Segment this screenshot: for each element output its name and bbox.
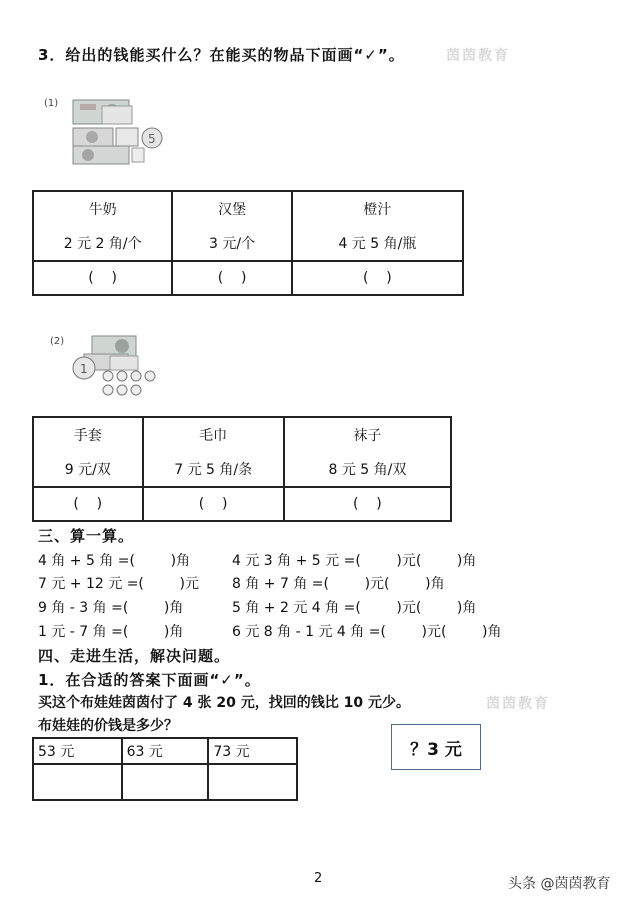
part-1-label: (1) <box>44 98 59 109</box>
option-label: 73 元 <box>208 738 297 764</box>
calc-left[interactable]: 4 角 + 5 角 =( )角 <box>38 553 191 569</box>
option-label: 63 元 <box>122 738 209 764</box>
item-cell <box>172 191 291 261</box>
part-2-label: (2) <box>50 336 65 347</box>
item-price: 7 元 5 角/条 <box>174 462 253 478</box>
question-3-title: 3．给出的钱能买什么？在能买的物品下面画“✓”。 <box>38 46 405 64</box>
item-name: 毛巾 <box>199 428 228 444</box>
money-image-1 <box>72 98 164 166</box>
options-table <box>32 737 298 801</box>
item-cell <box>33 417 143 487</box>
calc-right[interactable]: 5 角 + 2 元 4 角 =( )元( )角 <box>232 600 477 616</box>
price-table-2 <box>32 416 452 522</box>
item-cell <box>284 417 451 487</box>
item-price: 2 元 2 角/个 <box>63 236 142 252</box>
item-price: 8 元 5 角/双 <box>328 462 407 478</box>
question-1-question: 布娃娃的价钱是多少？ <box>38 718 178 734</box>
svg-text:1: 1 <box>80 362 88 376</box>
item-name: 袜子 <box>353 428 382 444</box>
calc-left[interactable]: 7 元 + 12 元 =( )元 <box>38 576 199 592</box>
page-number: 2 <box>314 871 323 886</box>
question-1-title: 1．在合适的答案下面画“✓”。 <box>38 671 261 689</box>
calc-left[interactable]: 1 元 - 7 角 =( )角 <box>38 624 184 640</box>
svg-text:5: 5 <box>148 132 156 146</box>
price-tag: ？3 元 <box>391 724 481 770</box>
item-cell <box>143 417 284 487</box>
item-name: 汉堡 <box>218 202 247 218</box>
item-name: 手套 <box>73 428 102 444</box>
watermark: 茵茵教育 <box>486 696 550 712</box>
item-cell <box>33 191 172 261</box>
answer-blank[interactable]: ( ) <box>292 261 463 295</box>
answer-blank[interactable] <box>208 764 297 800</box>
answer-blank[interactable]: ( ) <box>143 487 284 521</box>
answer-blank[interactable] <box>33 764 122 800</box>
item-price: 4 元 5 角/瓶 <box>338 236 417 252</box>
calc-right[interactable]: 6 元 8 角 - 1 元 4 角 =( )元( )角 <box>232 624 502 640</box>
item-price: 9 元/双 <box>64 462 111 478</box>
section-4-title: 四、走进生活，解决问题。 <box>38 647 231 665</box>
answer-blank[interactable]: ( ) <box>33 261 172 295</box>
calc-left[interactable]: 9 角 - 3 角 =( )角 <box>38 600 184 616</box>
section-3-title: 三、算一算。 <box>38 527 135 545</box>
money-image-2 <box>70 334 162 398</box>
calc-right[interactable]: 8 角 + 7 角 =( )元( )角 <box>232 576 445 592</box>
answer-blank[interactable]: ( ) <box>33 487 143 521</box>
answer-blank[interactable]: ( ) <box>284 487 451 521</box>
price-table-1 <box>32 190 464 296</box>
option-label: 53 元 <box>33 738 122 764</box>
watermark: 茵茵教育 <box>446 48 510 64</box>
item-cell <box>292 191 463 261</box>
item-name: 牛奶 <box>88 202 117 218</box>
answer-blank[interactable]: ( ) <box>172 261 291 295</box>
answer-blank[interactable] <box>122 764 209 800</box>
item-price: 3 元/个 <box>209 236 256 252</box>
calc-right[interactable]: 4 元 3 角 + 5 元 =( )元( )角 <box>232 553 477 569</box>
footer-watermark: 头条 @茵茵教育 <box>508 876 611 892</box>
question-1-text: 买这个布娃娃茵茵付了 4 张 20 元，找回的钱比 10 元少。 <box>38 695 410 711</box>
item-name: 橙汁 <box>363 202 392 218</box>
